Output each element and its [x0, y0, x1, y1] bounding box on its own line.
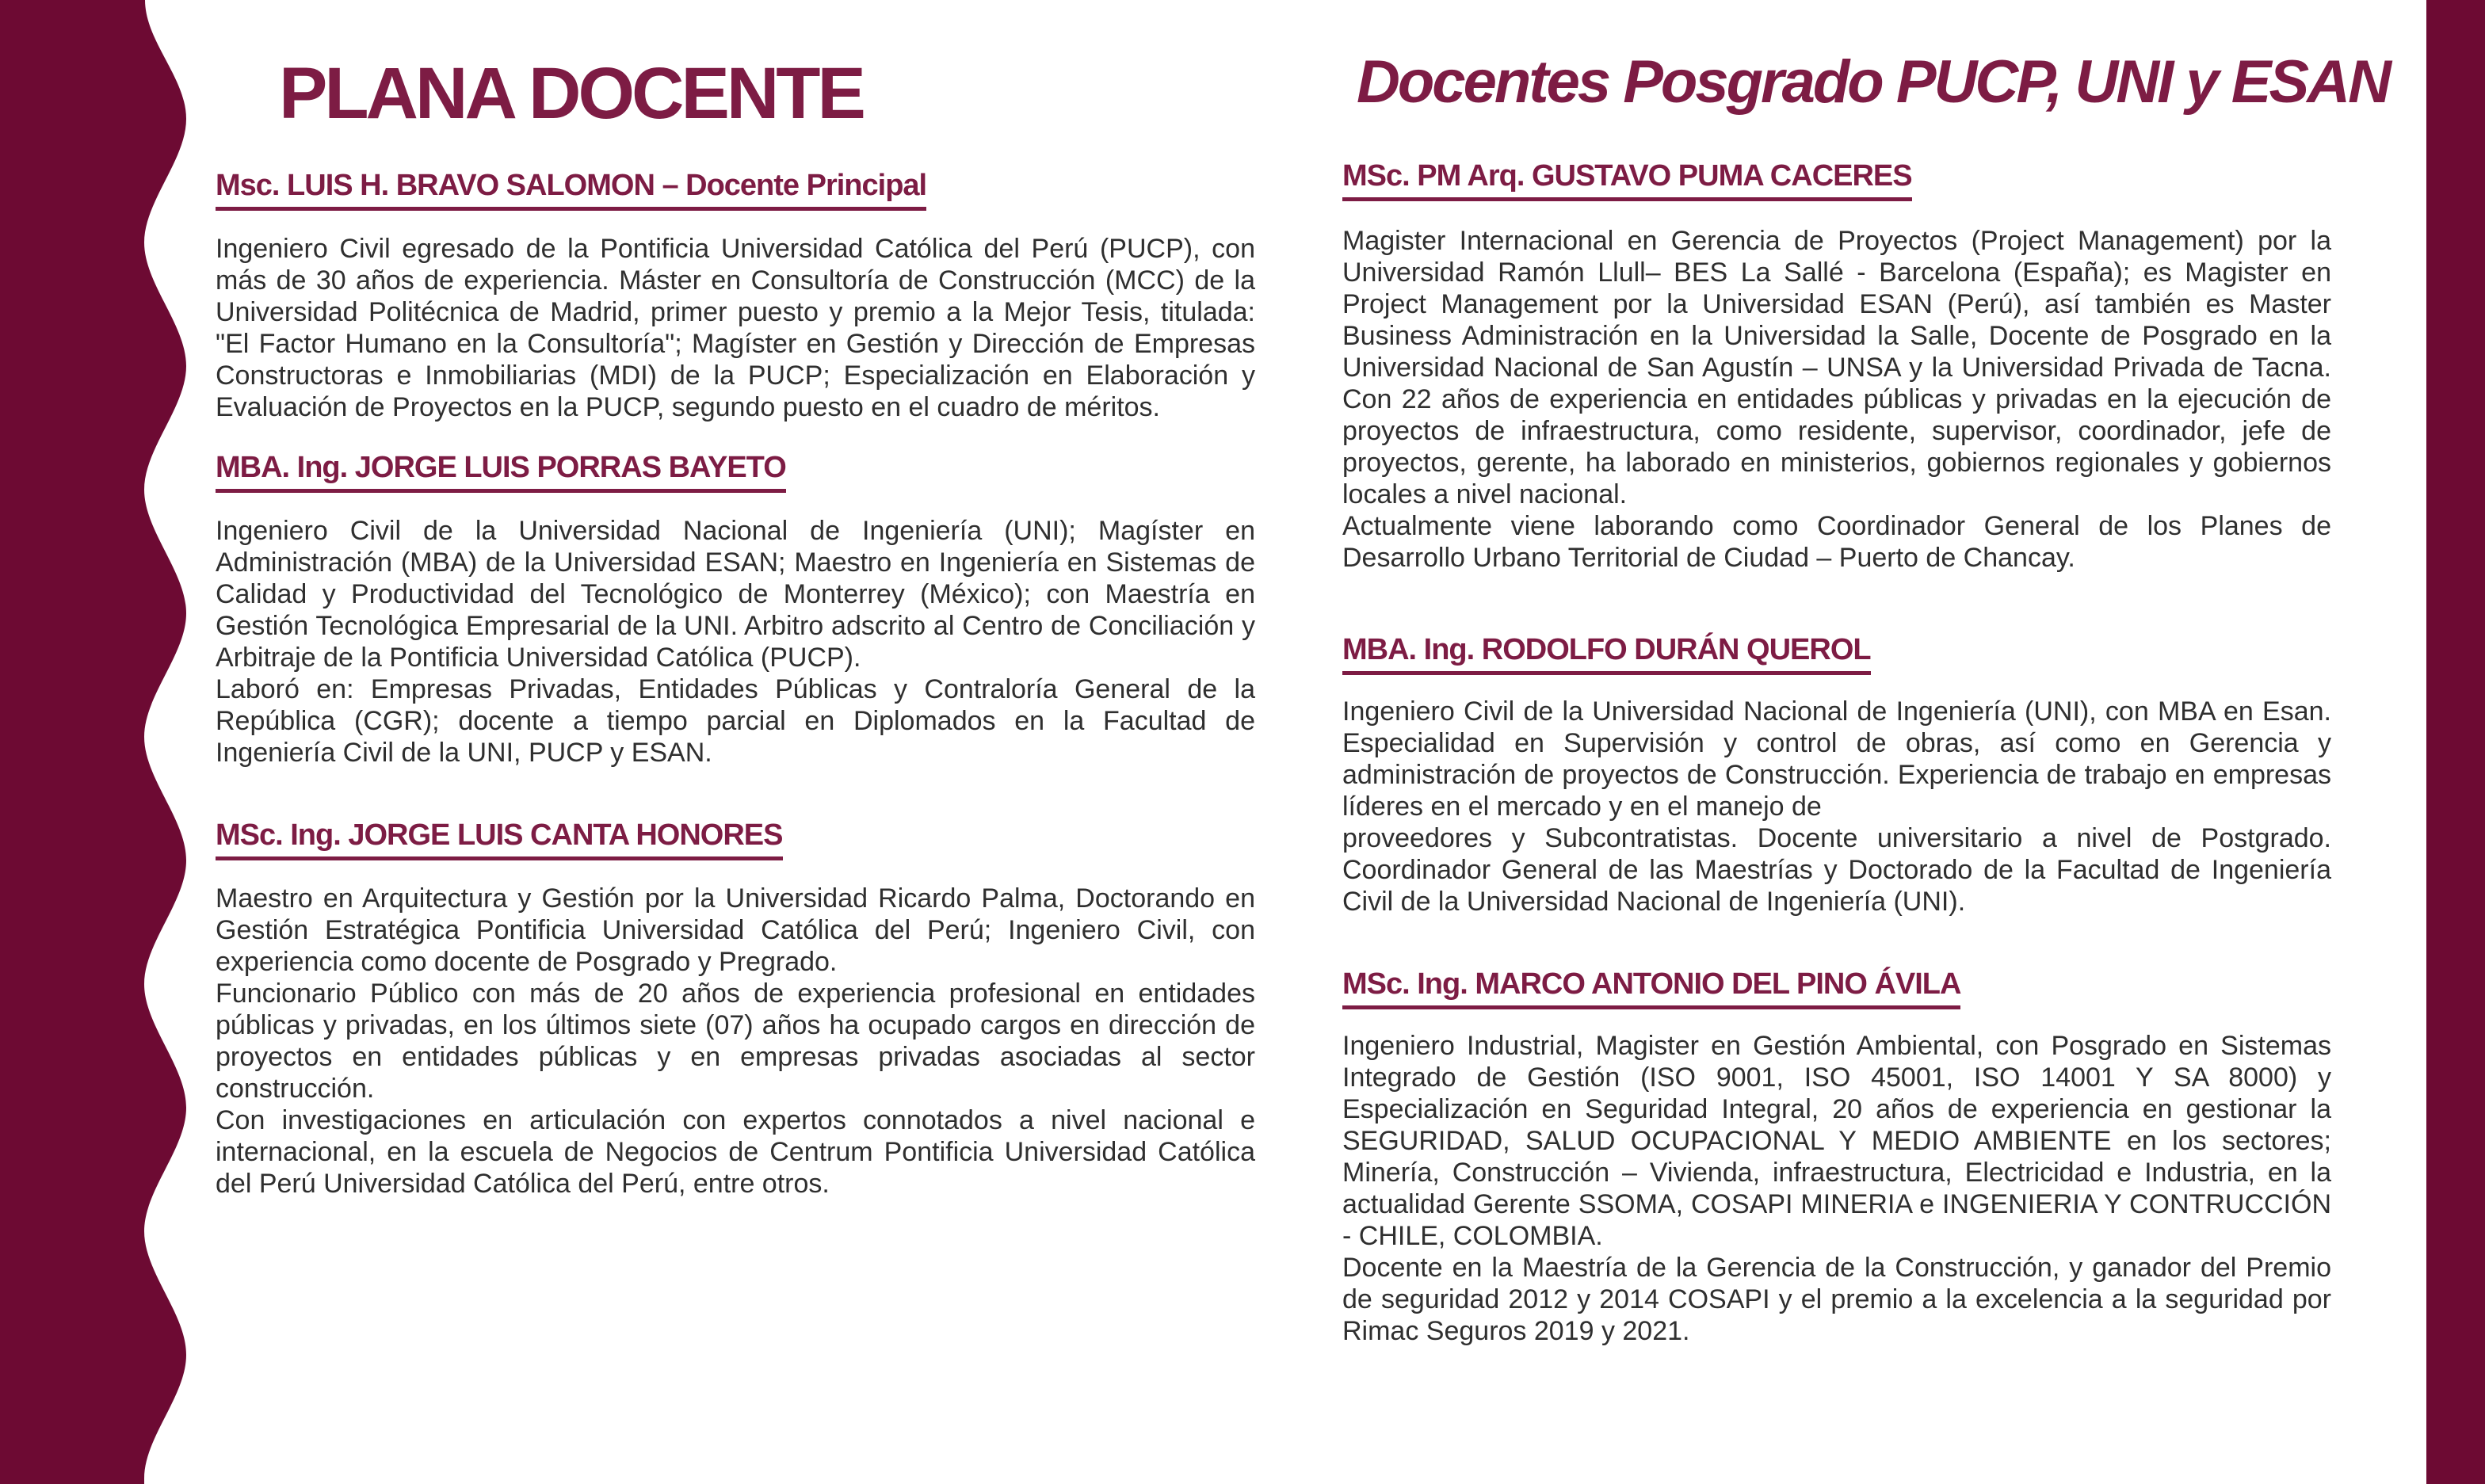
section-duran-querol	[1342, 632, 2331, 917]
bio-paragraph: Ingeniero Industrial, Magister en Gestión Ambiental, con Posgrado en Sistemas Integrado de Gestión (ISO 9001, ISO 45001, ISO 14001 Y SA 8000) y Especialización en Seguridad Integral, 20 años de experiencia en gestionar la SEGURIDAD, SALUD OCUPACIONAL Y MEDIO AMBIENTE en los sectores; Minería, Construcción – Vivienda, infraestructura, Electricidad e Industria, en la actualidad Gerente SSOMA, COSAPI MINERIA e INGENIERIA Y CONTRUCCIÓN - CHILE, COLOMBIA.	[1342, 1031, 2331, 1251]
bio-canta-honores	[216, 883, 1255, 1200]
bio-paragraph: Actualmente viene laborando como Coordinador General de los Planes de Desarrollo Urbano Territorial de Ciudad – Puerto de Chancay.	[1342, 511, 2331, 573]
section-heading-canta-honores: MSc. Ing. JORGE LUIS CANTA HONORES	[216, 818, 783, 860]
section-bravo-salomon	[216, 168, 1255, 423]
section-canta-honores	[216, 818, 1255, 1200]
bio-paragraph: Magister Internacional en Gerencia de Proyectos (Project Management) por la Universidad Ramón Llull– BES La Sallé - Barcelona (España); es Magister en Project Management por la Universidad ESAN (Perú), así también es Master Business Administración en la Universidad la Salle, Docente de Posgrado en la Universidad Nacional de San Agustín – UNSA y la Universidad Privada de Tacna. Con 22 años de experiencia en entidades públicas y privadas en la ejecución de proyectos de infraestructura, como residente, supervisor, coordinador, jefe de proyectos, gerente, ha laborado en ministerios, gobiernos regionales y gobiernos locales a nivel nacional.	[1342, 226, 2331, 509]
bio-puma-caceres	[1342, 225, 2331, 574]
section-heading-porras-bayeto: MBA. Ing. JORGE LUIS PORRAS BAYETO	[216, 450, 786, 493]
left-column	[216, 0, 1255, 1200]
bio-paragraph: Maestro en Arquitectura y Gestión por la Universidad Ricardo Palma, Doctorando en Gestión Estratégica Pontificia Universidad Católica del Perú; Ingeniero Civil, con experiencia como docente de Posgrado y Pregrado.	[216, 883, 1255, 977]
bio-paragraph: Docente en la Maestría de la Gerencia de la Construcción, y ganador del Premio de seguridad 2012 y 2014 COSAPI y el premio a la excelencia a la seguridad por Rimac Seguros 2019 y 2021.	[1342, 1253, 2331, 1346]
section-puma-caceres	[1342, 158, 2331, 574]
right-column	[1342, 0, 2389, 1347]
section-heading-del-pino-avila: MSc. Ing. MARCO ANTONIO DEL PINO ÁVILA	[1342, 967, 1960, 1009]
bio-duran-querol	[1342, 696, 2331, 917]
page-title: PLANA DOCENTE	[279, 53, 863, 134]
bio-porras-bayeto	[216, 515, 1255, 769]
bio-del-pino-avila	[1342, 1030, 2331, 1347]
left-wavy-band	[0, 0, 206, 1484]
bio-paragraph: Funcionario Público con más de 20 años de experiencia profesional en entidades públicas y privadas, en los últimos siete (07) años ha ocupado cargos en dirección de proyectos en entidades públicas y en empresas privadas asociadas al sector construcción.	[216, 979, 1255, 1104]
bio-paragraph: Laboró en: Empresas Privadas, Entidades Públicas y Contraloría General de la República (CGR); docente a tiempo parcial en Diplomados en la Facultad de Ingeniería Civil de la UNI, PUCP y ESAN.	[216, 674, 1255, 768]
right-accent-bar	[2426, 0, 2485, 1484]
left-wavy-band-shape	[0, 0, 186, 1484]
bio-paragraph: proveedores y Subcontratistas. Docente universitario a nivel de Postgrado. Coordinador General de las Maestrías y Doctorado de la Facultad de Ingeniería Civil de la Universidad Nacional de Ingeniería (UNI).	[1342, 823, 2331, 917]
bio-bravo-salomon	[216, 233, 1255, 423]
section-heading-bravo-salomon: Msc. LUIS H. BRAVO SALOMON – Docente Principal	[216, 168, 926, 211]
bio-paragraph: Ingeniero Civil de la Universidad Nacional de Ingeniería (UNI), con MBA en Esan. Especialidad en Supervisión y control de obras, así como en Gerencia y administración de proyectos de Construcción. Experiencia de trabajo en empresas líderes en el mercado y en el manejo de	[1342, 696, 2331, 822]
bio-paragraph: Ingeniero Civil de la Universidad Nacional de Ingeniería (UNI); Magíster en Administración (MBA) de la Universidad ESAN; Maestro en Ingeniería en Sistemas de Calidad y Productividad del Tecnológico de Monterrey (México); con Maestría en Gestión Tecnológica Empresarial de la UNI. Arbitro adscrito al Centro de Conciliación y Arbitraje de la Pontificia Universidad Católica (PUCP).	[216, 516, 1255, 673]
right-column-title: Docentes Posgrado PUCP, UNI y ESAN	[1357, 48, 2389, 116]
section-heading-duran-querol: MBA. Ing. RODOLFO DURÁN QUEROL	[1342, 632, 1871, 675]
section-heading-puma-caceres: MSc. PM Arq. GUSTAVO PUMA CACERES	[1342, 158, 1912, 201]
section-del-pino-avila	[1342, 967, 2331, 1347]
section-porras-bayeto	[216, 450, 1255, 769]
bio-paragraph: Ingeniero Civil egresado de la Pontificia Universidad Católica del Perú (PUCP), con más de 30 años de experiencia. Máster en Consultoría de Construcción (MCC) de la Universidad Politécnica de Madrid, primer puesto y premio a la Mejor Tesis, titulada: "El Factor Humano en la Consultoría"; Magíster en Gestión y Dirección de Empresas Constructoras e Inmobiliarias (MDI) de la PUCP; Especialización en Elaboración y Evaluación de Proyectos en la PUCP, segundo puesto en el cuadro de méritos.	[216, 234, 1255, 422]
bio-paragraph: Con investigaciones en articulación con expertos connotados a nivel nacional e internacional, en la escuela de Negocios de Centrum Pontificia Universidad Católica del Perú Universidad Católica del Perú, entre otros.	[216, 1105, 1255, 1199]
